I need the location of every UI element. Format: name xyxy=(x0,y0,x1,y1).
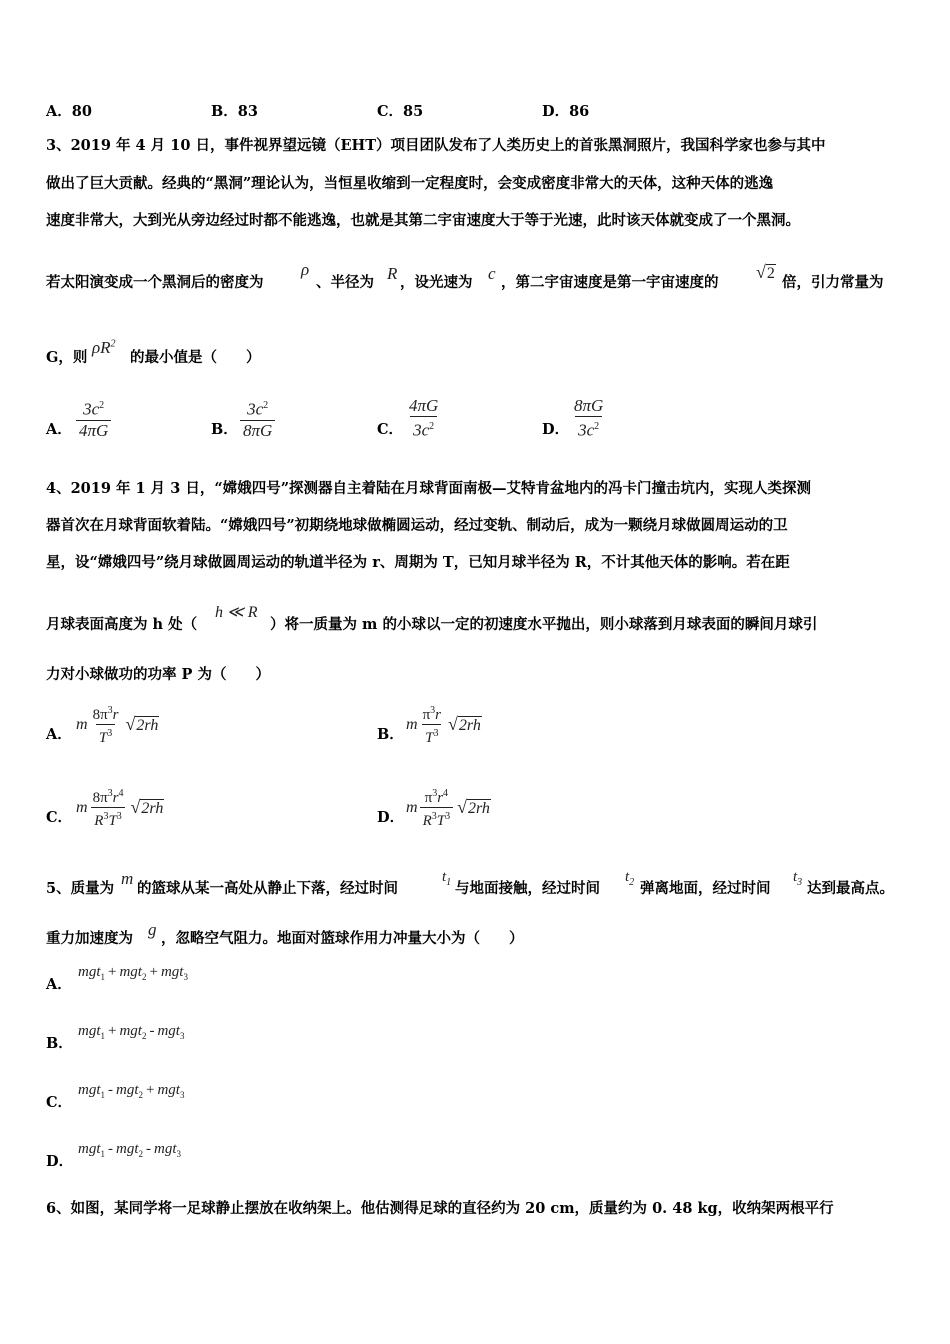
q5-text-line1-e: 达到最高点。 xyxy=(807,880,894,897)
q3-text-line4-a: 若太阳演变成一个黑洞后的密度为 xyxy=(46,274,264,291)
q5-text-line1-d: 弹离地面，经过时间 xyxy=(640,880,771,897)
q4-option-b-expr: m $\frac{\pi^3r}{T^3}$ √ 2rh xyxy=(406,705,481,746)
q3-option-b-label: B． xyxy=(211,421,238,438)
q2-option-d: D．86 xyxy=(542,103,590,120)
q3-option-b-fraction: $\frac{3c^2}{8\pi G}$ xyxy=(240,396,275,441)
q5-text-line2-b: ，忽略空气阻力。地面对篮球作用力冲量大小为（ ） xyxy=(161,930,524,947)
q5-var-m: m xyxy=(121,869,134,888)
q5-text-line1-b: 的篮球从某一高处从静止下落，经过时间 xyxy=(137,880,398,897)
q4-condition: h ≪ R xyxy=(215,604,258,621)
q3-sqrt2: √ 2 xyxy=(756,262,775,282)
q4-option-d-label: D． xyxy=(377,809,405,826)
q3-text-line4-b: 、半径为 xyxy=(316,274,374,291)
q4-option-c-expr: m $\frac{8\pi^3r^4}{R^3T^3}$ √ 2rh xyxy=(76,788,164,829)
q4-option-c-label: C． xyxy=(46,809,73,826)
q4-text-line3: 星，设“嫦娥四号”绕月球做圆周运动的轨道半径为 r、周期为 T，已知月球半径为 R，不计其他天体的影响。若在距 xyxy=(46,554,790,571)
q3-text-line5-b: 的最小值是（ ） xyxy=(130,349,261,366)
q3-text-line3: 速度非常大，大到光从旁边经过时都不能逃逸，也就是其第二宇宙速度大于等于光速，此时该天体就变成了一个黑洞。 xyxy=(46,212,800,229)
q3-var-R: R xyxy=(387,264,398,283)
q5-option-a-label: A． xyxy=(46,976,72,993)
q5-text-line1-a: 5、质量为 xyxy=(46,880,115,897)
q5-var-t1: $t_1$ xyxy=(442,869,452,888)
q2-option-a: A．80 xyxy=(46,103,92,120)
q5-text-line2-a: 重力加速度为 xyxy=(46,930,133,947)
q4-option-a-label: A． xyxy=(46,726,72,743)
q5-option-c-label: C． xyxy=(46,1094,73,1111)
q5-var-t3: $t_3$ xyxy=(793,869,803,888)
q3-var-c: c xyxy=(488,264,496,283)
q3-option-d-label: D． xyxy=(542,421,570,438)
q6-text-line1: 6、如图，某同学将一足球静止摆放在收纳架上。他估测得足球的直径约为 20 cm，质量约为 0. 48 kg，收纳架两根平行 xyxy=(46,1200,834,1217)
q4-text-line1: 4、2019 年 1 月 3 日，“嫦娥四号”探测器自主着陆在月球背面南极—艾特肯盆地内的冯卡门撞击坑内，实现人类探测 xyxy=(46,480,812,497)
q5-option-d-label: D． xyxy=(46,1153,74,1170)
q3-text-line2: 做出了巨大贡献。经典的“黑洞”理论认为，当恒星收缩到一定程度时，会变成密度非常大的天体，这种天体的逃逸 xyxy=(46,175,774,192)
q4-text-line4-a: 月球表面高度为 h 处（ xyxy=(46,616,198,633)
q3-option-c-fraction: $\frac{4\pi G}{3c^2}$ xyxy=(409,396,439,440)
q5-option-b-label: B． xyxy=(46,1035,73,1052)
q4-text-line4-b: ）将一质量为 m 的小球以一定的初速度水平抛出，则小球落到月球表面的瞬间月球引 xyxy=(270,616,818,633)
q3-text-line4-e: 倍，引力常量为 xyxy=(782,274,884,291)
q5-option-b-expr: mgt$_1$ + mgt$_2$ - mgt$_3$ xyxy=(78,1023,185,1041)
q5-var-t2: $t_2$ xyxy=(625,869,635,888)
q3-text-line1: 3、2019 年 4 月 10 日，事件视界望远镜（EHT）项目团队发布了人类历史上的首张黑洞照片，我国科学家也参与其中 xyxy=(46,137,826,154)
q2-option-c: C．85 xyxy=(377,103,424,120)
q3-option-c-label: C． xyxy=(377,421,404,438)
q4-text-line2: 器首次在月球背面软着陆。“嫦娥四号”初期绕地球做椭圆运动，经过变轨、制动后，成为一颗绕月球做圆周运动的卫 xyxy=(46,517,788,534)
q4-option-b-label: B． xyxy=(377,726,404,743)
q5-var-g: g xyxy=(148,920,157,939)
q3-option-a-fraction: $\frac{3c^2}{4\pi G}$ xyxy=(76,396,111,441)
q3-option-a-label: A． xyxy=(46,421,72,438)
q5-option-a-expr: mgt$_1$ + mgt$_2$ + mgt$_3$ xyxy=(78,964,188,982)
q5-option-c-expr: mgt$_1$ - mgt$_2$ + mgt$_3$ xyxy=(78,1082,185,1100)
q3-var-rho: ρ xyxy=(301,260,310,279)
q3-text-line5-a: G，则 xyxy=(46,349,88,366)
q4-option-a-expr: m $\frac{8\pi^3r}{T^3}$ √ 2rh xyxy=(76,705,159,746)
q5-text-line1-c: 与地面接触，经过时间 xyxy=(455,880,600,897)
q4-text-line5: 力对小球做功的功率 P 为（ ） xyxy=(46,666,270,683)
q2-option-b: B．83 xyxy=(211,103,258,120)
q3-option-d-fraction: $\frac{8\pi G}{3c^2}$ xyxy=(574,396,604,440)
q3-rhoR2: $\rho R^2$ xyxy=(92,338,116,357)
q5-option-d-expr: mgt$_1$ - mgt$_2$ - mgt$_3$ xyxy=(78,1141,181,1159)
q3-text-line4-d: ，第二宇宙速度是第一宇宙速度的 xyxy=(501,274,719,291)
q3-text-line4-c: ，设光速为 xyxy=(400,274,473,291)
q4-option-d-expr: m $\frac{\pi^3r^4}{R^3T^3}$ √ 2rh xyxy=(406,788,490,829)
